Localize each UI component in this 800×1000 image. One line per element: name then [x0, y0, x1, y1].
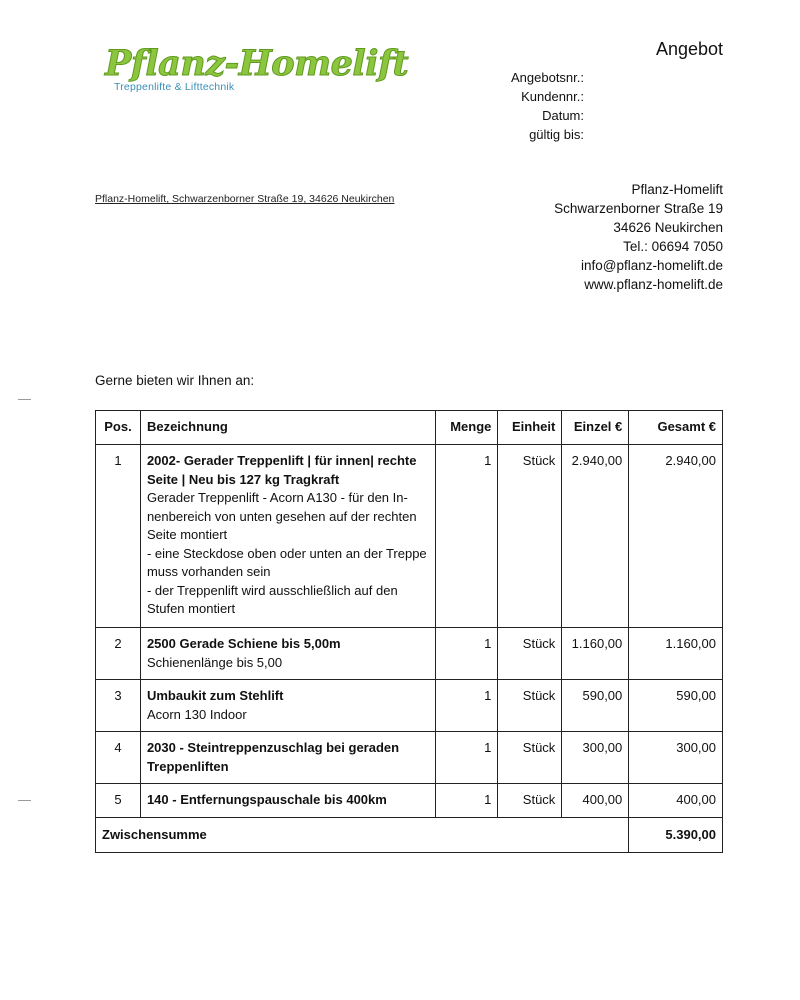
meta-valid-until: gültig bis: [529, 127, 584, 142]
company-logo [105, 43, 409, 102]
row-menge: 1 [436, 680, 498, 732]
logo-subtitle: Treppenlifte & Lifttechnik [114, 81, 235, 93]
row-einheit: Stück [498, 732, 562, 784]
offer-table [95, 410, 723, 853]
company-address [554, 180, 723, 294]
row-einheit: Stück [498, 680, 562, 732]
row-description: Schienenlänge bis 5,00 [146, 654, 283, 670]
header-einheit: Einheit [498, 411, 562, 445]
row-gesamt: 2.940,00 [629, 445, 723, 628]
table-row [96, 628, 723, 680]
fold-mark-bottom [18, 800, 31, 801]
row-gesamt: 300,00 [629, 732, 723, 784]
header-gesamt: Gesamt € [629, 411, 723, 445]
row-einheit: Stück [498, 628, 562, 680]
row-gesamt: 590,00 [629, 680, 723, 732]
company-name: Pflanz-Homelift [631, 182, 723, 197]
company-website[interactable]: www.pflanz-homelift.de [584, 277, 723, 292]
row-einheit: Stück [498, 784, 562, 818]
row-title: 2002- Gerader Treppenlift | für innen| rechte Seite | Neu bis 127 kg Tragkraft [146, 453, 417, 487]
table-row [96, 680, 723, 732]
row-title: 2030 - Steintreppenzuschlag bei geraden Treppenliften [146, 740, 400, 774]
row-pos: 1 [96, 445, 141, 628]
row-title: Umbaukit zum Stehlift [146, 688, 284, 703]
company-city: 34626 Neukirchen [613, 220, 723, 235]
table-row [96, 732, 723, 784]
row-bezeichnung [140, 445, 436, 628]
row-einzel: 400,00 [562, 784, 629, 818]
header-einzel: Einzel € [562, 411, 629, 445]
row-einzel: 300,00 [562, 732, 629, 784]
row-bezeichnung [140, 628, 436, 680]
subtotal-label: Zwischensumme [96, 817, 629, 853]
row-einzel: 590,00 [562, 680, 629, 732]
row-bezeichnung [140, 784, 436, 818]
subtotal-row [96, 817, 723, 853]
row-einheit: Stück [498, 445, 562, 628]
table-header-row [96, 411, 723, 445]
row-description: Gerader Treppenlift - Acorn A130 - für den In- nenbereich von unten gesehen auf der rechten Seite montiert - eine Steckdose oben oder unten an der Treppe muss vorhanden sein - der Treppenlift wird ausschließlich auf den Stufen montiert [146, 490, 427, 616]
row-title: 2500 Gerade Schiene bis 5,00m [146, 636, 341, 651]
logo-title: Pflanz-Homelift [105, 43, 409, 84]
row-title: 140 - Entfernungspauschale bis 400km [146, 792, 387, 807]
document-type: Angebot [655, 39, 723, 59]
row-menge: 1 [436, 732, 498, 784]
company-email[interactable]: info@pflanz-homelift.de [580, 258, 723, 273]
fold-mark-top [18, 399, 31, 400]
row-pos: 4 [96, 732, 141, 784]
row-bezeichnung [140, 680, 436, 732]
table-row [96, 784, 723, 818]
row-description: Acorn 130 Indoor [146, 706, 247, 722]
subtotal-value: 5.390,00 [629, 817, 723, 853]
header-menge: Menge [436, 411, 498, 445]
header-pos: Pos. [96, 411, 141, 445]
row-menge: 1 [436, 628, 498, 680]
row-bezeichnung [140, 732, 436, 784]
intro-text: Gerne bieten wir Ihnen an: [95, 373, 255, 388]
company-street: Schwarzenborner Straße 19 [554, 201, 723, 216]
row-pos: 5 [96, 784, 141, 818]
row-menge: 1 [436, 784, 498, 818]
row-menge: 1 [436, 445, 498, 628]
row-gesamt: 1.160,00 [629, 628, 723, 680]
sender-address-line: Pflanz-Homelift, Schwarzenborner Straße 19, 34626 Neukirchen [95, 193, 395, 205]
meta-offer-number: Angebotsnr.: [511, 70, 584, 85]
table-row [96, 445, 723, 628]
offer-meta [420, 68, 584, 144]
company-phone: Tel.: 06694 7050 [623, 239, 723, 254]
meta-date: Datum: [542, 108, 584, 123]
row-gesamt: 400,00 [629, 784, 723, 818]
row-einzel: 1.160,00 [562, 628, 629, 680]
row-pos: 3 [96, 680, 141, 732]
header-bezeichnung: Bezeichnung [140, 411, 436, 445]
meta-customer-number: Kundennr.: [521, 89, 584, 104]
row-pos: 2 [96, 628, 141, 680]
row-einzel: 2.940,00 [562, 445, 629, 628]
